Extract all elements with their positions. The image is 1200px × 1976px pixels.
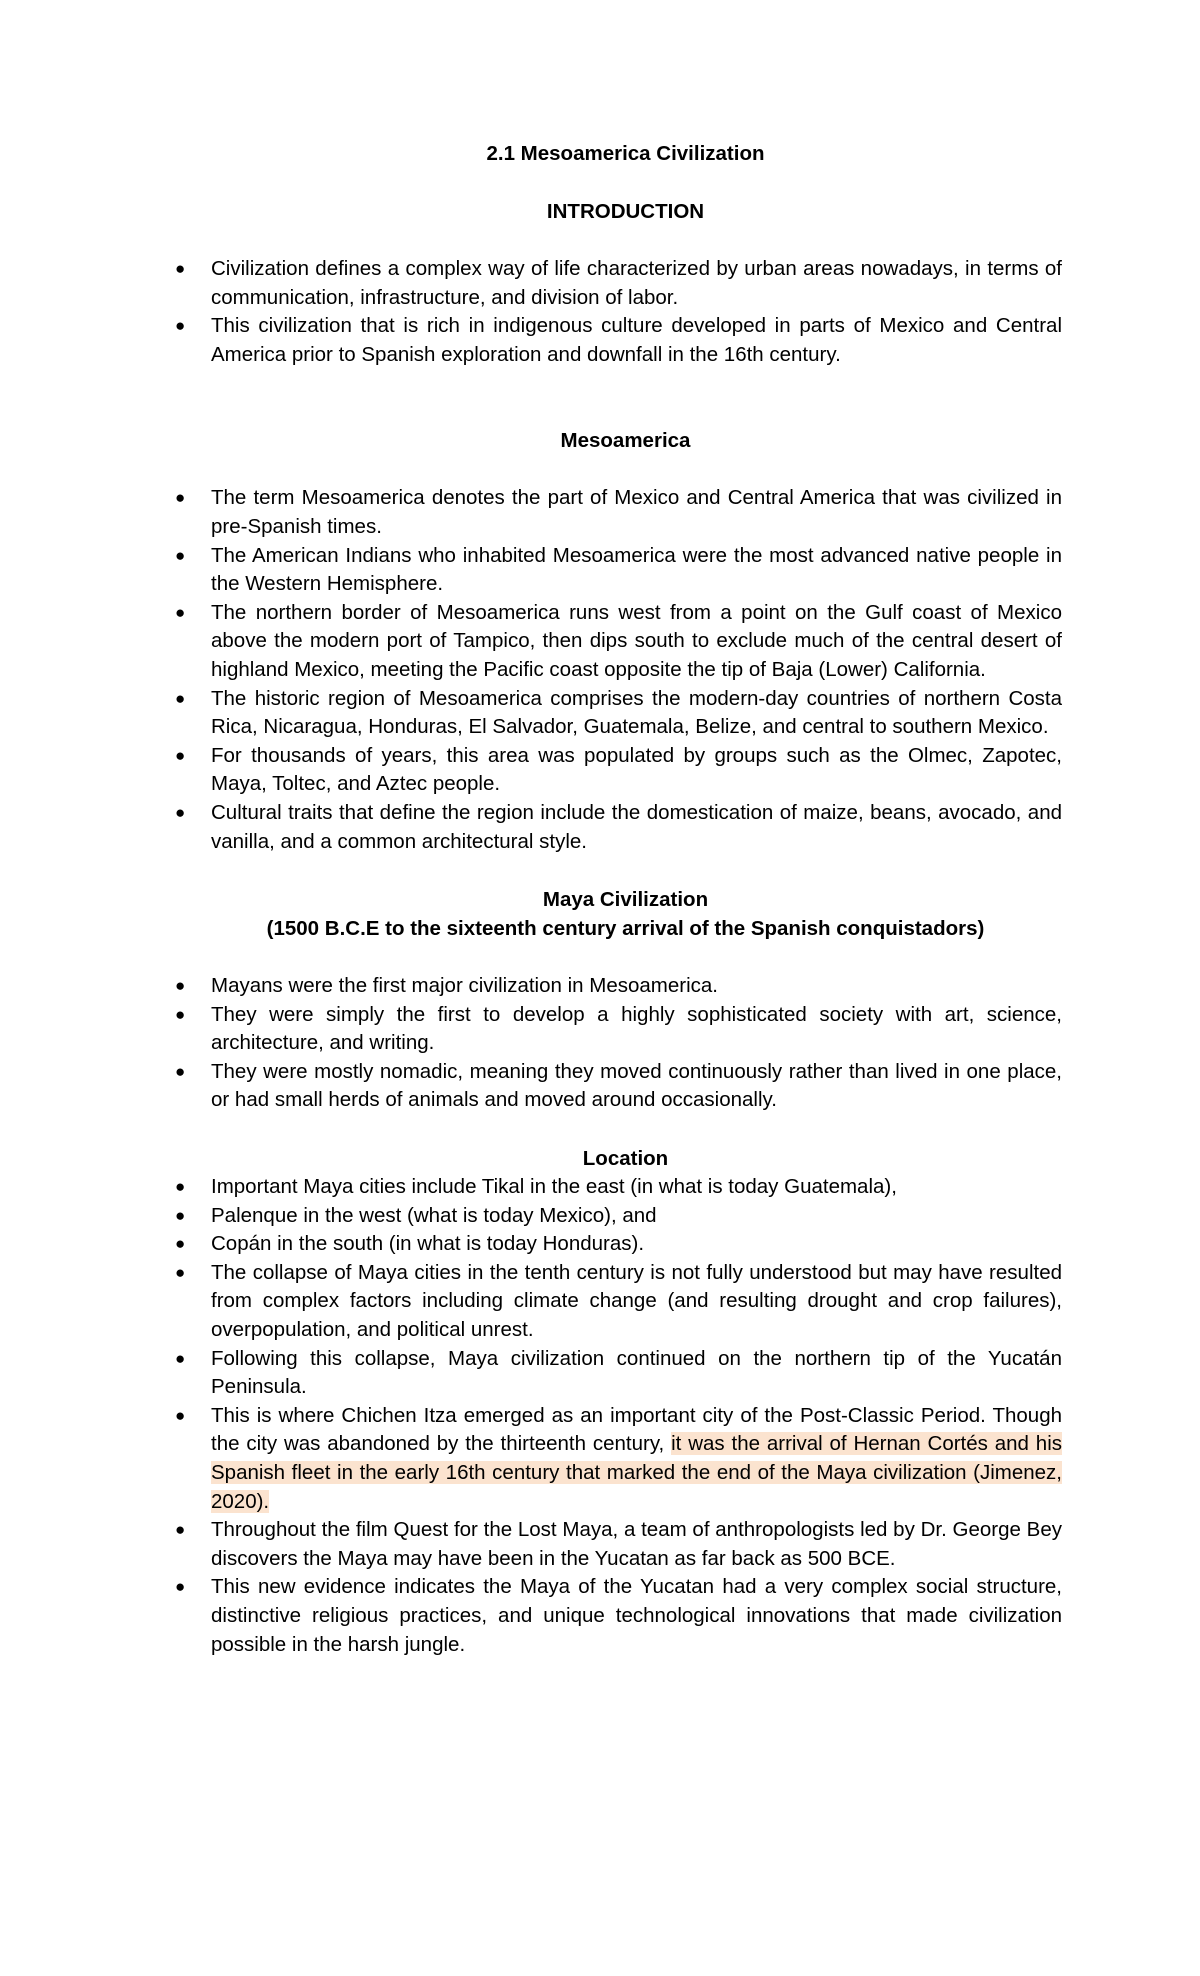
bullet-icon: ● — [175, 1520, 186, 1540]
location-heading: Location — [582, 1147, 669, 1171]
location-list — [175, 1173, 1062, 1659]
list-item: ● Following this collapse, Maya civilization continued on the northern tip of the Yucatán Peninsula. — [175, 1346, 1062, 1399]
mesoamerica-list — [175, 484, 1062, 856]
list-item: ● The term Mesoamerica denotes the part of Mexico and Central America that was civilized in pre-Spanish times. — [175, 486, 1062, 538]
list-item: ● Important Maya cities include Tikal in the east (in what is today Guatemala), — [175, 1173, 1062, 1202]
bullet-icon: ● — [175, 545, 186, 565]
bullet-icon: ● — [175, 1262, 186, 1282]
maya-list — [175, 972, 1062, 1115]
maya-subheading: (1500 B.C.E to the sixteenth century arrival of the Spanish conquistadors) — [266, 917, 985, 941]
list-item: ● The northern border of Mesoamerica runs west from a point on the Gulf coast of Mexico above the modern port of Tampico, then dips south to exclude much of the central desert of highland Mexico, meeting the Pacific coast opposite the tip of Baja (Lower) California. — [175, 600, 1062, 681]
list-item: ● Mayans were the first major civilization in Mesoamerica. — [175, 972, 1062, 1001]
bullet-icon: ● — [175, 1004, 186, 1024]
bullet-icon: ● — [175, 745, 186, 765]
list-item: ● Throughout the film Quest for the Lost Maya, a team of anthropologists led by Dr. George Bey discovers the Maya may have been in the Yucatan as far back as 500 BCE. — [175, 1518, 1062, 1570]
bullet-icon: ● — [175, 1577, 186, 1597]
list-item: ● They were mostly nomadic, meaning they moved continuously rather than lived in one place, or had small herds of animals and moved around occasionally. — [175, 1059, 1062, 1112]
bullet-icon: ● — [175, 316, 186, 336]
bullet-icon: ● — [175, 259, 186, 278]
bullet-icon: ● — [175, 688, 186, 708]
intro-list — [175, 255, 1062, 369]
bullet-icon: ● — [175, 1234, 186, 1254]
bullet-icon: ● — [175, 488, 186, 508]
list-item: ● This is where Chichen Itza emerged as an important city of the Post-Classic Period. Though the city was abandoned by the thirteenth century, it was the arrival of Hernan Cortés and his Spanish fleet in the early 16th century that marked the end of the Maya civilization (Jimenez, 2020). — [175, 1403, 1063, 1513]
list-item: ● Civilization defines a complex way of life characterized by urban areas nowadays, in terms of communication, infrastructure, and division of labor. — [175, 257, 1062, 309]
bullet-icon: ● — [175, 1205, 186, 1225]
bullet-icon: ● — [175, 1348, 186, 1368]
list-item: ● Cultural traits that define the region include the domestication of maize, beans, avocado, and vanilla, and a common architectural style. — [175, 800, 1062, 853]
bullet-icon: ● — [175, 1177, 186, 1197]
list-item: ● This civilization that is rich in indigenous culture developed in parts of Mexico and Central America prior to Spanish exploration and downfall in the 16th century. — [175, 314, 1062, 366]
bullet-icon: ● — [175, 1405, 186, 1425]
maya-heading: Maya Civilization — [542, 888, 709, 912]
list-item: ● The historic region of Mesoamerica comprises the modern-day countries of northern Costa Rica, Nicaragua, Honduras, El Salvador, Guatemala, Belize, and central to southern Mexico. — [175, 686, 1062, 739]
list-item: ● The collapse of Maya cities in the tenth century is not fully understood but may have resulted from complex factors including climate change (and resulting drought and crop failures), overpopulation, and political unrest. — [175, 1260, 1062, 1342]
intro-heading: INTRODUCTION — [546, 200, 705, 223]
list-item: ● They were simply the first to develop a highly sophisticated society with art, science, architecture, and writing. — [175, 1002, 1062, 1055]
bullet-icon: ● — [175, 802, 186, 822]
mesoamerica-heading: Mesoamerica — [560, 429, 691, 453]
document-content — [175, 139, 1062, 1659]
list-item: ● Palenque in the west (what is today Mexico), and — [175, 1202, 1062, 1231]
bullet-icon: ● — [175, 976, 186, 996]
list-item: ● The American Indians who inhabited Mesoamerica were the most advanced native people in the Western Hemisphere. — [175, 543, 1062, 596]
list-item: ● Copán in the south (in what is today Honduras). — [175, 1230, 1062, 1259]
list-item: ● For thousands of years, this area was populated by groups such as the Olmec, Zapotec, Maya, Toltec, and Aztec people. — [175, 743, 1062, 796]
bullet-icon: ● — [175, 602, 186, 622]
bullet-icon: ● — [175, 1061, 186, 1081]
highlighted-citation: it was the arrival of Hernan Cortés and his Spanish fleet in the early 16th century that marked the end of the Maya civilization (Jimenez, 2020). — [211, 1432, 1063, 1513]
list-item: ● This new evidence indicates the Maya of the Yucatan had a very complex social structure, distinctive religious practices, and unique technological innovations that made civilization possible in the harsh jungle. — [175, 1575, 1062, 1656]
document-title: 2.1 Mesoamerica Civilization — [486, 142, 765, 165]
